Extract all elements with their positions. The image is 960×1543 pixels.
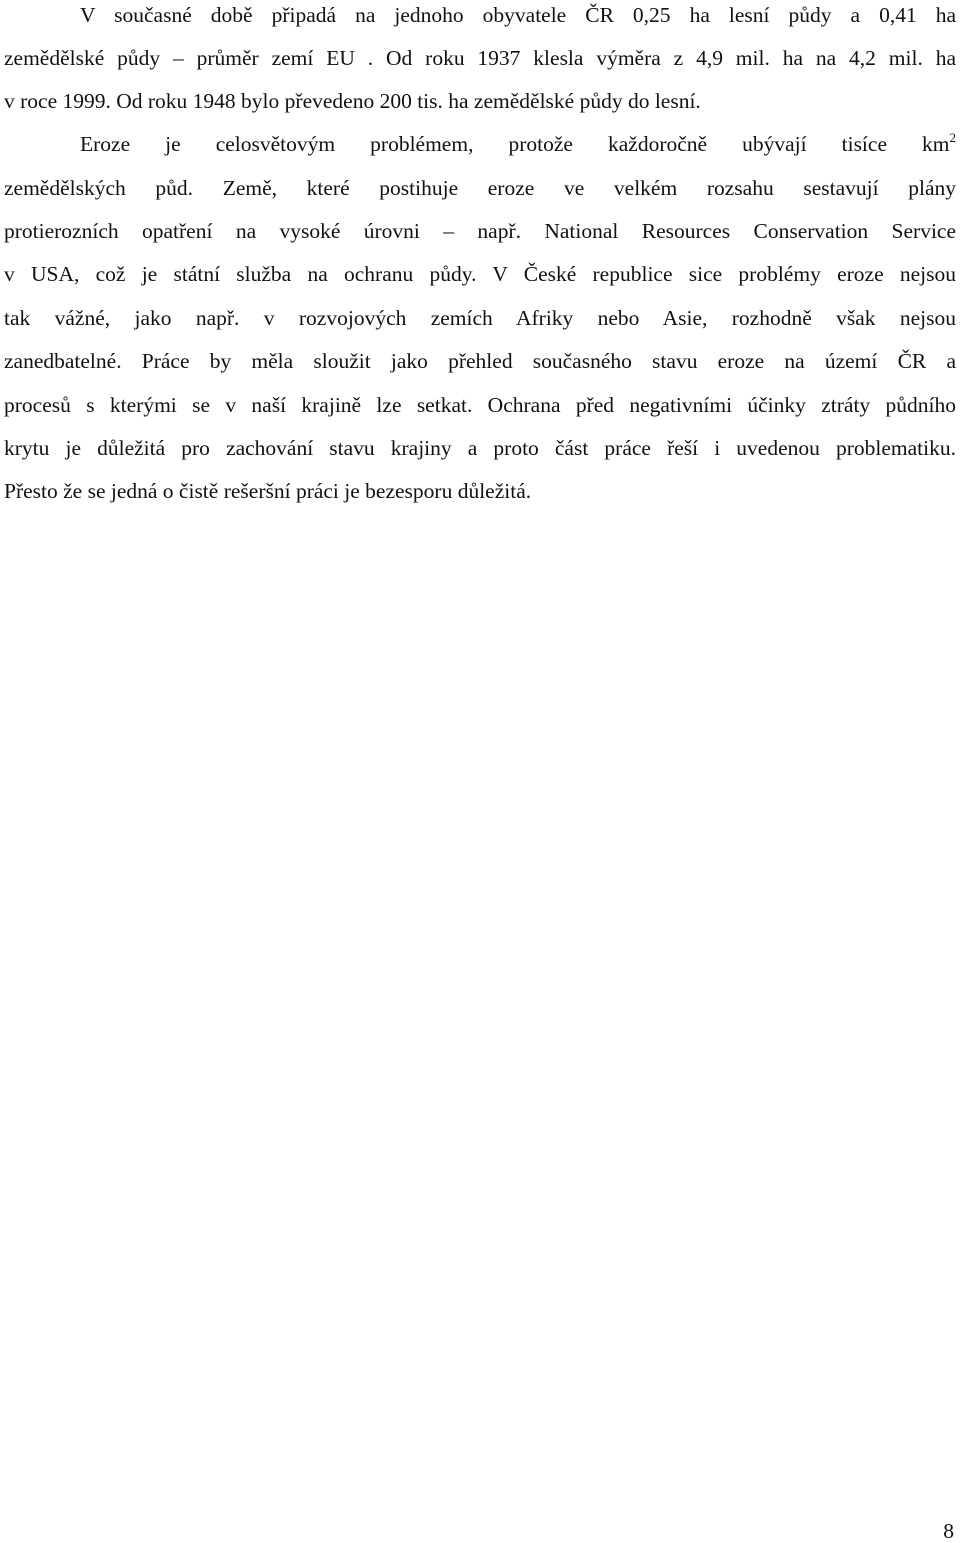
text-line: krytu je důležitá pro zachování stavu krajiny a proto část práce řeší i uvedenou problematiku. [4,436,956,460]
text-line: zemědělské půdy – průměr zemí EU . Od roku 1937 klesla výměra z 4,9 mil. ha na 4,2 mil. ha [4,46,956,70]
text-line: v roce 1999. Od roku 1948 bylo převedeno 200 tis. ha zemědělské půdy do lesní. [4,89,701,113]
text-line: tak vážné, jako např. v rozvojových zemích Afriky nebo Asie, rozhodně však nejsou [4,306,956,330]
text-line-body: Eroze je celosvětovým problémem, protože každoročně ubývají tisíce km [80,132,950,156]
text-line: V současné době připadá na jednoho obyvatele ČR 0,25 ha lesní půdy a 0,41 ha [80,3,956,27]
text-line: Přesto že se jedná o čistě rešeršní práci je bezesporu důležitá. [4,479,532,503]
text-line: zemědělských půd. Země, které postihuje eroze ve velkém rozsahu sestavují plány [4,176,956,200]
text-line: v USA, což je státní služba na ochranu půdy. V České republice sice problémy eroze nejsou [4,262,956,286]
text-line-with-superscript [80,130,956,156]
text-line: protierozních opatření na vysoké úrovni – např. National Resources Conservation Service [4,219,956,243]
page-number: 8 [943,1519,954,1543]
text-line: procesů s kterými se v naší krajině lze setkat. Ochrana před negativními účinky ztráty půdního [4,393,956,417]
superscript: 2 [949,130,956,145]
text-line: zanedbatelné. Práce by měla sloužit jako přehled současného stavu eroze na území ČR a [4,349,956,373]
